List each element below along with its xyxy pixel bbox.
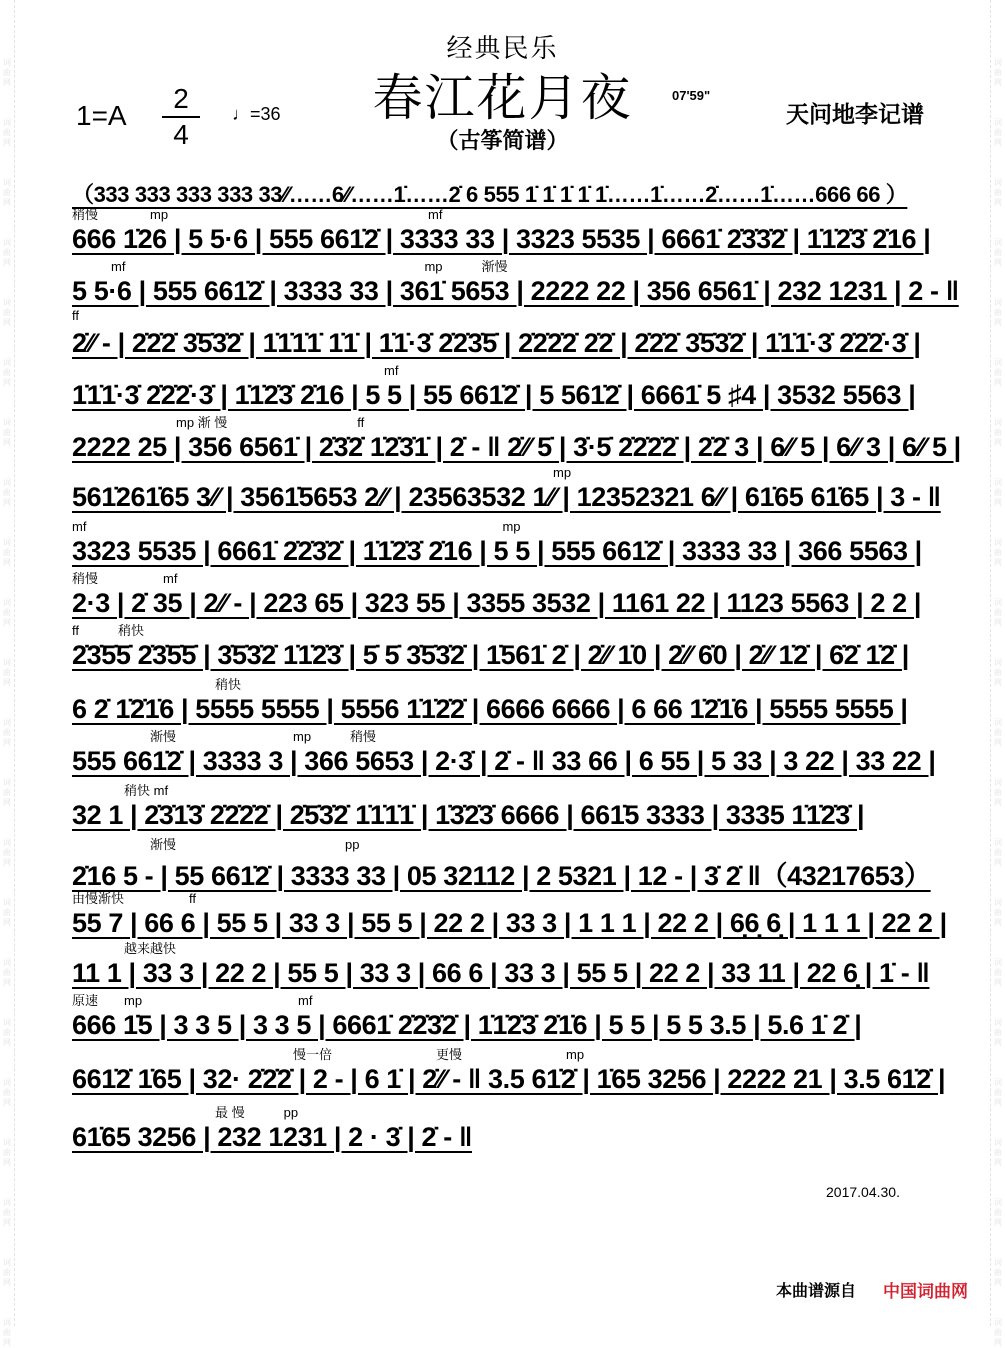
watermark-text: 词 曲 网 bbox=[3, 298, 11, 327]
expression-marks: mf mp 渐慢 bbox=[72, 259, 508, 274]
score-line: 61̇65 3256 | 232 1231 | 2 · 3̇ | 2̇ - ‖ bbox=[72, 1122, 472, 1152]
watermark-text: 词 曲 网 bbox=[994, 1138, 1002, 1167]
watermark-text: 词 曲 网 bbox=[994, 478, 1002, 507]
watermark-text: 词 曲 网 bbox=[3, 58, 11, 87]
expression-marks: 渐慢 mp 稍慢 bbox=[72, 729, 377, 744]
watermark-text: 词 曲 网 bbox=[994, 838, 1002, 867]
time-signature bbox=[170, 84, 192, 150]
notation-type-label: （古筝简谱） bbox=[436, 128, 569, 153]
score-line: 2222 25 | 356 6561̇ | 2̇3̇2̇ 1̇2̇3̇1̇ | 2̇ - ‖ 2̇⁄⁄ 5̇ | 3̇·5̇ 2̇2̇2̇2̇ | 2̇2̇ 3 | 6⁄⁄ 5 | 6⁄⁄ 3 | 6⁄⁄ 5 | bbox=[72, 432, 961, 462]
time-signature-top: 2 bbox=[173, 83, 189, 114]
watermark-text: 词 曲 网 bbox=[994, 778, 1002, 807]
expression-marks: 稍慢 mf bbox=[72, 571, 178, 586]
collection-subtitle: 经典民乐 bbox=[446, 34, 559, 64]
watermark-text: 词 曲 网 bbox=[3, 418, 11, 447]
watermark-text: 词 曲 网 bbox=[994, 118, 1002, 147]
score-line: 55 7 | 66 6 | 55 5 | 33 3 | 55 5 | 22 2 | 33 3 | 1 1 1 | 22 2 | 6̣6̣ 6̣ | 1 1 1 | 22 2 | bbox=[72, 908, 947, 938]
watermark-text: 词 曲 网 bbox=[3, 358, 11, 387]
watermark-text: 词 曲 网 bbox=[3, 778, 11, 807]
watermark-text: 词 曲 网 bbox=[994, 358, 1002, 387]
watermark-text: 词 曲 网 bbox=[994, 418, 1002, 447]
watermark-text: 词 曲 网 bbox=[3, 958, 11, 987]
watermark-text: 词 曲 网 bbox=[994, 1198, 1002, 1227]
date-label: 2017.04.30. bbox=[826, 1184, 900, 1200]
watermark-text: 词 曲 网 bbox=[994, 1258, 1002, 1287]
watermark-text: 词 曲 网 bbox=[994, 298, 1002, 327]
watermark-text: 词 曲 网 bbox=[3, 718, 11, 747]
score-line: 666 1̇5 | 3 3 5 | 3 3 5 | 6661̇ 2̇2̇3̇2̇ | 1̇1̇2̇3̇ 2̇1̇6 | 5 5 | 5 5 3.5 | 5.6 1̇ 2̇ | bbox=[72, 1010, 862, 1040]
watermark-text: 词 曲 网 bbox=[3, 1318, 11, 1347]
score-line: 2·3 | 2̇ 35 | 2⁄⁄ - | 223 65 | 323 55 | 3355 3532 | 1161 22 | 1123 5563 | 2 2 | bbox=[72, 588, 921, 618]
transcriber-credit: 天问地李记谱 bbox=[786, 101, 924, 127]
watermark-text: 词 曲 网 bbox=[994, 1078, 1002, 1107]
watermark-text: 词 曲 网 bbox=[994, 958, 1002, 987]
score-line: 2̇⁄⁄ - | 2̇2̇2̇ 3̇5̇3̇2̇ | 1̇1̇1̇1̇ 1̇1̇ | 1̇1̇·3̇ 2̇2̇3̇5̇ | 2̇2̇2̇2̇ 2̇2̇ | 2̇2̇2̇ 3̇5̇3̇2̇ | 1̇1̇1̇·3̇ 2̇2̇2̇·3̇ | bbox=[72, 328, 921, 358]
watermark-text: 词 曲 网 bbox=[3, 1258, 11, 1287]
watermark-text: 词 曲 网 bbox=[994, 1018, 1002, 1047]
tempo-marking: ♩=36 bbox=[232, 104, 281, 124]
watermark-text: 词 曲 网 bbox=[3, 238, 11, 267]
score-line: （333 333 333 333 33⁄⁄……6⁄⁄……1̇……2̇ 6 555 1̇ 1̇ 1̇ 1̇ 1̇……1̇……2̇……1̇……666 66 ） bbox=[72, 182, 908, 207]
watermark-text: 词 曲 网 bbox=[3, 658, 11, 687]
expression-marks: mf bbox=[72, 363, 399, 378]
watermark-text: 词 曲 网 bbox=[3, 1078, 11, 1107]
score-line: 5 5·6 | 555 661̇2̇ | 3333 33 | 361̇ 5653 | 2222 22 | 356 6561̇ | 232 1231 | 2 - ‖ bbox=[72, 276, 959, 306]
expression-marks: 稍慢 mp mf bbox=[72, 207, 443, 222]
expression-marks: 慢一倍 更慢 mp bbox=[72, 1047, 585, 1062]
source-site-link[interactable]: 中国词曲网 bbox=[883, 1282, 968, 1301]
watermark-text: 词 曲 网 bbox=[994, 538, 1002, 567]
score-line: 1̇1̇1̇·3̇ 2̇2̇2̇·3̇ | 1̇1̇2̇3̇ 2̇16 | 5 5 | 55 661̇2̇ | 5 561̇2̇ | 6661̇ 5 ♯4 | 3532 5563 | bbox=[72, 380, 916, 410]
left-watermark-strip bbox=[0, 0, 15, 1347]
expression-marks: mp bbox=[72, 465, 572, 480]
duration-label: 07'59" bbox=[672, 88, 711, 103]
key-signature: 1=A bbox=[76, 100, 127, 131]
watermark-text: 词 曲 网 bbox=[994, 238, 1002, 267]
score-line: 3323 5535 | 6661̇ 2̇2̇3̇2̇ | 1̇1̇2̇3̇ 2̇16 | 5 5 | 555 661̇2̇ | 3333 33 | 366 5563 | bbox=[72, 536, 922, 566]
watermark-text: 词 曲 网 bbox=[994, 58, 1002, 87]
expression-marks: 原速 mp mf bbox=[72, 993, 313, 1008]
source-label: 本曲谱源自 bbox=[776, 1283, 857, 1300]
expression-marks: 稍快 mf bbox=[72, 783, 169, 798]
watermark-text: 词 曲 网 bbox=[994, 1318, 1002, 1347]
score-line: 11 1 | 33 3 | 22 2 | 55 5 | 33 3 | 66 6 | 33 3 | 55 5 | 22 2 | 33 11 | 22 6̣ | 1̇ - ‖ bbox=[72, 958, 930, 988]
score-line: 661̇2̇ 1̇65 | 32· 2̇2̇2̇ | 2 - | 6 1̇ | 2̇⁄⁄ - ‖ 3.5 61̇2̇ | 1̇65 3256 | 2222 21 | 3.5 61̇2̇ | bbox=[72, 1064, 946, 1094]
time-signature-bar bbox=[162, 116, 200, 118]
score-line: 2̇16 5 - | 55 661̇2̇ | 3333 33 | 05 32112 | 2 5321 | 12 - | 3̇ 2̇ ‖（43217653） bbox=[72, 861, 931, 891]
watermark-text: 词 曲 网 bbox=[3, 478, 11, 507]
score-line: 2̇3̇5̇5̇ 2̇3̇5̇5̇ | 3̇5̇3̇2̇ 1̇1̇2̇3̇ | 5̇ 5̇ 3̇5̇3̇2̇ | 1̇561̇ 2̇ | 2̇⁄⁄ 1̇0 | 2̇⁄⁄ 6̇0 | 2̇⁄⁄ 1̇2̇ | 6̇2̇ 1̇2̇ | bbox=[72, 640, 909, 670]
watermark-text: 词 曲 网 bbox=[3, 178, 11, 207]
score-line: 561̇261̇65 3⁄⁄ | 3561̇5653 2⁄⁄ | 23563532 1⁄⁄ | 12352321 6⁄⁄ | 61̇65 61̇65 | 3 - ‖ bbox=[72, 482, 941, 512]
expression-marks: 稍快 bbox=[72, 677, 242, 692]
expression-marks: 渐慢 pp bbox=[72, 837, 360, 852]
piece-title: 春江花月夜 bbox=[372, 69, 633, 127]
watermark-text: 词 曲 网 bbox=[3, 1138, 11, 1167]
right-watermark-strip bbox=[990, 0, 1005, 1347]
expression-marks: mp 渐 慢 ff bbox=[72, 415, 365, 430]
expression-marks: 越来越快 bbox=[72, 941, 177, 956]
watermark-text: 词 曲 网 bbox=[994, 718, 1002, 747]
watermark-text: 词 曲 网 bbox=[3, 1018, 11, 1047]
watermark-text: 词 曲 网 bbox=[994, 898, 1002, 927]
score-line: 555 661̇2̇ | 3333 3 | 366 5653 | 2·3̇ | 2̇ - ‖ 33 66 | 6 55 | 5 33 | 3 22 | 33 22 | bbox=[72, 746, 936, 776]
expression-marks: ff bbox=[72, 308, 79, 323]
watermark-text: 词 曲 网 bbox=[994, 598, 1002, 627]
watermark-text: 词 曲 网 bbox=[3, 118, 11, 147]
watermark-text: 词 曲 网 bbox=[3, 898, 11, 927]
expression-marks: ff 稍快 bbox=[72, 623, 144, 638]
score-line: 6 2̇ 1̇2̇1̇6 | 5555 5555 | 5556 1̇1̇2̇2̇ | 6666 6666 | 6 66 1̇2̇1̇6 | 5555 5555 | bbox=[72, 694, 908, 724]
expression-marks: 由慢渐快 ff bbox=[72, 891, 196, 906]
watermark-text: 词 曲 网 bbox=[3, 538, 11, 567]
watermark-text: 词 曲 网 bbox=[994, 658, 1002, 687]
expression-marks: 最 慢 pp bbox=[72, 1105, 299, 1120]
watermark-text: 词 曲 网 bbox=[994, 178, 1002, 207]
watermark-text: 词 曲 网 bbox=[3, 838, 11, 867]
watermark-text: 词 曲 网 bbox=[3, 1198, 11, 1227]
score-line: 666 1̇26 | 5 5·6 | 555 661̇2̇ | 3333 33 | 3323 5535 | 6661̇ 2̇3̇3̇2̇ | 1̇1̇2̇3̇ 2̇16 | bbox=[72, 224, 931, 254]
time-signature-bottom: 4 bbox=[173, 119, 189, 150]
score-line: 32 1 | 2̇3̇1̇3̇ 2̇2̇2̇2̇ | 2̇5̇3̇2̇ 1̇1̇1̇1̇ | 1̇3̇2̇3̇ 6666 | 661̇5 3333 | 3335 1̇1̇2̇3̇ | bbox=[72, 800, 865, 830]
expression-marks: mf mp bbox=[72, 519, 521, 534]
watermark-text: 词 曲 网 bbox=[3, 598, 11, 627]
